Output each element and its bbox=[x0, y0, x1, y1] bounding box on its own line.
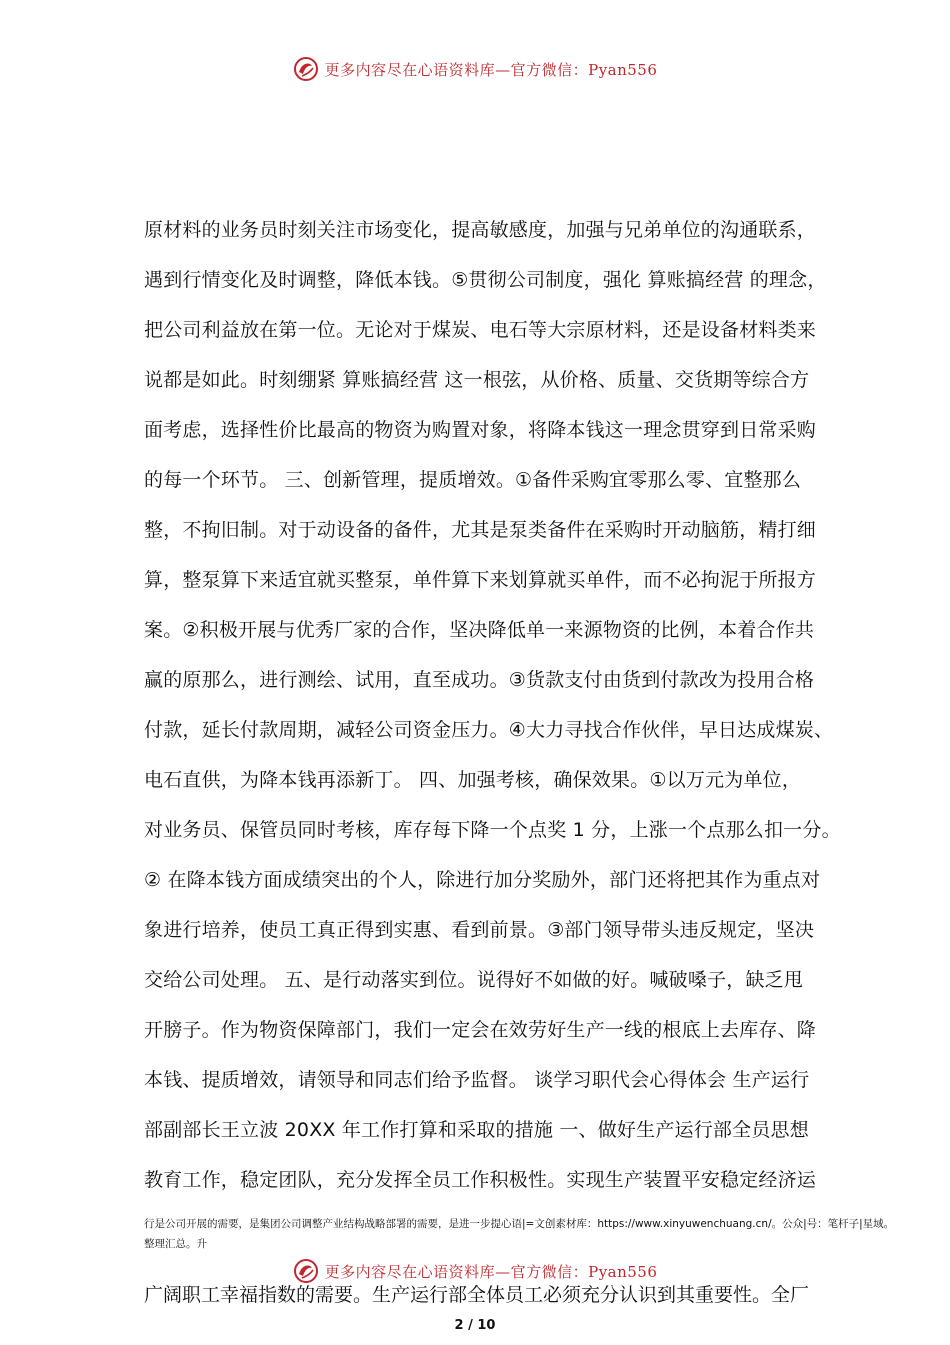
footnote-line-2: 整理汇总。升 bbox=[144, 1238, 207, 1250]
body-line: 电石直供，为降本钱再添新丁。 四、加强考核，确保效果。①以万元为单位， bbox=[144, 769, 802, 791]
body-line: 交给公司处理。 五、是行动落实到位。说得好不如做的好。喊破嗓子，缺乏甩 bbox=[144, 969, 804, 991]
body-line: 原材料的业务员时刻关注市场变化，提高敏感度，加强与兄弟单位的沟通联系， bbox=[144, 219, 817, 241]
body-line: 把公司利益放在第一位。无论对于煤炭、电石等大宗原材料，还是设备材料类来 bbox=[144, 319, 817, 341]
body-line: 开膀子。作为物资保障部门，我们一定会在效劳好生产一线的根底上去库存、降 bbox=[144, 1019, 817, 1041]
red-swirl-logo-icon bbox=[293, 56, 319, 82]
body-line: 的每一个环节。 三、创新管理，提质增效。①备件采购宜零那么零、宜整那么 bbox=[144, 469, 802, 491]
body-line: 面考虑，选择性价比最高的物资为购置对象，将降本钱这一理念贯穿到日常采购 bbox=[144, 419, 817, 441]
body-line: 赢的原那么，进行测绘、试用，直至成功。③货款支付由货到付款改为投用合格 bbox=[144, 669, 815, 691]
body-line: 本钱、提质增效，请领导和同志们给予监督。 谈学习职代会心得体会 生产运行 bbox=[144, 1069, 810, 1091]
watermark-text: 更多内容尽在心语资料库—官方微信：Pyan556 bbox=[324, 60, 658, 79]
body-line: 对业务员、保管员同时考核，库存每下降一个点奖 1 分，上涨一个点那么扣一分。 bbox=[144, 819, 841, 841]
body-line: 算，整泵算下来适宜就买整泵，单件算下来划算就买单件，而不必拘泥于所报方 bbox=[144, 569, 817, 591]
body-line: 象进行培养，使员工真正得到实惠、看到前景。③部门领导带头违反规定，坚决 bbox=[144, 919, 815, 941]
body-line: 案。②积极开展与优秀厂家的合作，坚决降低单一来源物资的比例，本着合作共 bbox=[144, 619, 815, 641]
footnote-line-1: 行是公司开展的需要，是集团公司调整产业结构战略部署的需要，是进一步提心语|=文创素材库：https://www.xinyuwenchuang.cn/。公众|号：笔杆子|星域。 bbox=[144, 1218, 895, 1230]
top-watermark bbox=[0, 52, 950, 86]
page-number: 2 / 10 bbox=[454, 1318, 496, 1333]
body-line: 整，不拘旧制。对于动设备的备件，尤其是泵类备件在采购时开动脑筋，精打细 bbox=[144, 519, 817, 541]
body-line: 部副部长王立波 20XX 年工作打算和采取的措施 一、做好生产运行部全员思想 bbox=[144, 1119, 809, 1141]
continuation-line: 广阔职工幸福指数的需要。生产运行部全体员工必须充分认识到其重要性。全厂 bbox=[144, 1284, 810, 1306]
body-line: 教育工作，稳定团队，充分发挥全员工作积极性。实现生产装置平安稳定经济运 bbox=[144, 1169, 817, 1191]
body-line: 付款，延长付款周期，减轻公司资金压力。④大力寻找合作伙伴，早日达成煤炭、 bbox=[144, 719, 834, 741]
body-line: 遇到行情变化及时调整，降低本钱。⑤贯彻公司制度，强化 算账搞经营 的理念， bbox=[144, 269, 827, 291]
document-body bbox=[144, 205, 841, 1205]
body-line: 说都是如此。时刻绷紧 算账搞经营 这一根弦，从价格、质量、交货期等综合方 bbox=[144, 369, 810, 391]
footnote bbox=[144, 1214, 944, 1254]
watermark-text: 更多内容尽在心语资料库—官方微信：Pyan556 bbox=[324, 1262, 658, 1281]
body-line: ② 在降本钱方面成绩突出的个人，除进行加分奖励外，部门还将把其作为重点对 bbox=[144, 869, 821, 891]
